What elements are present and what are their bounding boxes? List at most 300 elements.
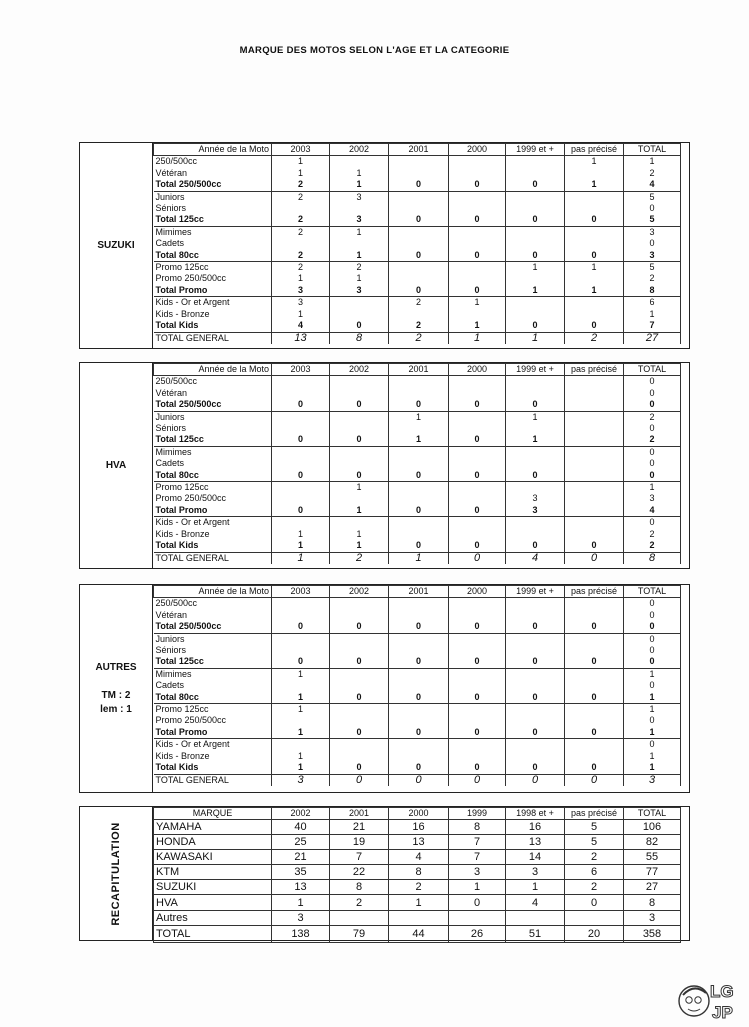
recap-cell-value: 40 [272,820,330,835]
cell-value: 0 [449,774,506,786]
recap-cell-value: 7 [330,850,389,865]
row-promo-250-500cc [154,273,681,284]
cell-value: 1 [624,482,681,494]
recap-cell-value: 82 [624,835,681,850]
cell-value [565,411,624,423]
cell-value: 0 [449,621,506,633]
cell-value [330,446,389,458]
recap-cell-value: 8 [449,820,506,835]
cell-value: 2 [624,273,681,284]
cell-value: 3 [624,493,681,504]
row-promo-125cc [154,482,681,494]
cell-value [506,680,565,691]
cell-value: 0 [389,540,449,552]
cell-value [506,598,565,610]
cell-value: 2 [272,226,330,238]
cell-value: 1 [624,156,681,168]
cell-value: 0 [565,656,624,668]
svg-text:JP: JP [712,1003,733,1022]
cell-value: 0 [389,692,449,704]
cell-value: 1 [624,692,681,704]
row-label: Total 250/500cc [154,179,272,191]
row-cadets [154,238,681,249]
row-juniors [154,411,681,423]
recap-cell-value: 19 [330,835,389,850]
row-kids-or-et-argent [154,517,681,529]
brand-line: SUZUKI [97,239,135,251]
row-total-80cc [154,470,681,482]
cell-value: 0 [449,470,506,482]
cell-value: 1 [624,727,681,739]
cell-value: 0 [624,633,681,645]
row-label: Séniors [154,645,272,656]
cell-value [565,739,624,751]
cell-value [506,273,565,284]
cell-value [449,482,506,494]
cell-value: 4 [624,179,681,191]
cell-value: 3 [506,505,565,517]
cell-value [389,680,449,691]
cell-value: 0 [506,727,565,739]
cell-value [272,598,330,610]
cell-value [449,376,506,388]
row-label: Total Kids [154,540,272,552]
recap-cell-value [449,910,506,925]
cell-value [506,739,565,751]
row-label: TOTAL GENERAL [154,332,272,344]
row-s-niors [154,645,681,656]
recap-cell-value [565,910,624,925]
cell-value: 0 [506,774,565,786]
cell-value: 3 [272,285,330,297]
row-label: Kids - Bronze [154,529,272,540]
row-label: Total Promo [154,285,272,297]
cell-value: 1 [272,156,330,168]
cell-value [330,610,389,621]
recap-total-row [154,925,681,942]
recap-cell-value: 5 [565,820,624,835]
cell-value [506,482,565,494]
cell-value: 0 [389,214,449,226]
cell-value: 0 [624,458,681,469]
header-row [154,144,681,156]
cell-value [506,751,565,762]
cell-value [330,668,389,680]
cell-value: 3 [330,191,389,203]
cell-value: 0 [506,399,565,411]
recap-cell-value: 16 [506,820,565,835]
cell-value: 0 [506,320,565,332]
row-label: Séniors [154,423,272,434]
autres-table-block [79,584,690,793]
row-label: Vétéran [154,388,272,399]
cell-value: 3 [330,285,389,297]
brand-label [80,363,153,568]
row-label: 250/500cc [154,156,272,168]
cell-value [389,446,449,458]
cell-value: 1 [272,668,330,680]
row-label: Séniors [154,203,272,214]
cell-value: 0 [624,388,681,399]
cell-value: 0 [449,434,506,446]
row-label: Kids - Or et Argent [154,739,272,751]
cell-value [565,376,624,388]
cell-value [506,446,565,458]
recap-cell-value: 7 [449,850,506,865]
cell-value [272,633,330,645]
cell-value: 0 [389,399,449,411]
cell-value [449,411,506,423]
recap-cell-value: 8 [624,895,681,910]
cell-value [506,645,565,656]
cell-value [330,704,389,716]
header-row [154,586,681,598]
row-mimimes [154,446,681,458]
row-label: Promo 125cc [154,262,272,274]
category-table [153,585,681,786]
cell-value [506,226,565,238]
cell-value: 0 [506,540,565,552]
cell-value [565,668,624,680]
cell-value [389,226,449,238]
cell-value: 8 [330,332,389,344]
cell-value [565,751,624,762]
cell-value: 0 [272,470,330,482]
cell-value [506,633,565,645]
column-header: pas précisé [565,144,624,156]
cell-value: 1 [330,168,389,179]
recap-cell-value: 2 [330,895,389,910]
cell-value: 0 [449,250,506,262]
row-label: Juniors [154,191,272,203]
cell-value: 27 [624,332,681,344]
cell-value: 1 [330,250,389,262]
recap-cell-value: 1 [506,880,565,895]
recap-cell-value: 3 [506,865,565,880]
cell-value: 0 [565,762,624,774]
row-label: Juniors [154,411,272,423]
cell-value: 3 [506,493,565,504]
cell-value: 0 [624,656,681,668]
cell-value: 2 [624,168,681,179]
recap-cell-value: 27 [624,880,681,895]
row-total-promo [154,505,681,517]
cell-value: 1 [624,668,681,680]
row-total-250-500cc [154,179,681,191]
cell-value [506,517,565,529]
cell-value: 0 [449,214,506,226]
cell-value: 2 [624,529,681,540]
cell-value: 0 [272,434,330,446]
cell-value [449,238,506,249]
recap-cell-value: 4 [389,850,449,865]
cell-value [565,633,624,645]
column-header: 2002 [330,144,389,156]
column-header: Année de la Moto [154,144,272,156]
brand-line: TM : 2 [101,689,131,701]
recap-column-header: 2001 [330,808,389,820]
row-label: TOTAL GENERAL [154,552,272,564]
column-header: Année de la Moto [154,364,272,376]
cell-value: 0 [624,610,681,621]
cell-value: 3 [624,250,681,262]
cell-value: 1 [330,540,389,552]
column-header: 1999 et + [506,364,565,376]
row-label: Mimimes [154,668,272,680]
cell-value: 2 [624,540,681,552]
row-label: 250/500cc [154,598,272,610]
recap-cell-value: 21 [330,820,389,835]
row-label: Promo 125cc [154,704,272,716]
cell-value [449,446,506,458]
brand-name: HVA [154,895,272,910]
cell-value [272,423,330,434]
total-label: TOTAL [154,925,272,942]
cell-value: 1 [272,273,330,284]
row-label: Total 80cc [154,692,272,704]
recap-row-hva [154,895,681,910]
cell-value: 0 [330,727,389,739]
cell-value: 3 [330,214,389,226]
cell-value [389,493,449,504]
cell-value [449,529,506,540]
recap-column-header: TOTAL [624,808,681,820]
row-label: Vétéran [154,168,272,179]
cell-value: 0 [330,399,389,411]
cell-value [389,168,449,179]
cell-value: 1 [565,156,624,168]
row-label: Total 80cc [154,250,272,262]
cell-value [330,598,389,610]
cell-value [506,238,565,249]
cell-value [565,191,624,203]
cell-value: 0 [449,727,506,739]
cell-value: 0 [330,320,389,332]
row-label: Kids - Bronze [154,309,272,320]
row-promo-125cc [154,262,681,274]
row-label: Kids - Bronze [154,751,272,762]
recap-cell-value: 77 [624,865,681,880]
row-label: Total Promo [154,727,272,739]
row-total-promo [154,727,681,739]
cell-value [506,668,565,680]
cell-value [272,645,330,656]
cell-value: 1 [272,692,330,704]
row-label: 250/500cc [154,376,272,388]
cell-value [272,238,330,249]
cell-value: 0 [449,399,506,411]
column-header: 2000 [449,586,506,598]
cell-value [565,505,624,517]
recap-column-header: MARQUE [154,808,272,820]
cell-value [506,156,565,168]
category-table [153,363,681,564]
recap-cell-value: 3 [449,865,506,880]
cell-value: 0 [330,470,389,482]
cell-value: 0 [449,179,506,191]
column-header: 2002 [330,364,389,376]
cell-value: 1 [506,434,565,446]
cell-value [389,715,449,726]
column-header: pas précisé [565,586,624,598]
cell-value: 0 [389,727,449,739]
cell-value: 2 [330,552,389,564]
recap-row-autres [154,910,681,925]
brand-name: SUZUKI [154,880,272,895]
recap-total-value: 79 [330,925,389,942]
cell-value: 5 [624,191,681,203]
cell-value [389,273,449,284]
cell-value [449,668,506,680]
row-label: Kids - Or et Argent [154,297,272,309]
cell-value: 0 [272,399,330,411]
cell-value: 0 [449,505,506,517]
recap-side-label [80,807,153,940]
cell-value [330,517,389,529]
cell-value [449,680,506,691]
cell-value: 13 [272,332,330,344]
cell-value [565,238,624,249]
recap-cell-value: 2 [565,880,624,895]
row-total-250-500cc [154,399,681,411]
cell-value: 0 [449,552,506,564]
recap-cell-value: 2 [565,850,624,865]
recap-cell-value [330,910,389,925]
cell-value: 0 [449,692,506,704]
cell-value: 1 [565,179,624,191]
lg-jp-logo [676,975,742,1023]
recap-cell-value: 13 [506,835,565,850]
cell-value: 2 [389,320,449,332]
cell-value: 1 [272,309,330,320]
column-header: 1999 et + [506,144,565,156]
row-mimimes [154,226,681,238]
cell-value: 0 [389,250,449,262]
row-label: Total 250/500cc [154,621,272,633]
cell-value [389,739,449,751]
cell-value [506,388,565,399]
row-promo-250-500cc [154,715,681,726]
recap-cell-value: 1 [449,880,506,895]
row-total-kids [154,320,681,332]
row-v-t-ran [154,610,681,621]
cell-value: 2 [272,250,330,262]
cell-value [389,610,449,621]
row-label: Promo 250/500cc [154,715,272,726]
cell-value [272,482,330,494]
column-header: 2003 [272,586,330,598]
cell-value [272,739,330,751]
cell-value [330,309,389,320]
column-header: Année de la Moto [154,586,272,598]
cell-value [449,645,506,656]
cell-value [565,297,624,309]
row-juniors [154,191,681,203]
cell-value: 7 [624,320,681,332]
cell-value [565,482,624,494]
recap-cell-value: 6 [565,865,624,880]
cell-value: 0 [330,656,389,668]
row-mimimes [154,668,681,680]
row-label: Total Promo [154,505,272,517]
cell-value: 6 [624,297,681,309]
recap-row-suzuki [154,880,681,895]
cell-value [565,598,624,610]
row-label: Cadets [154,680,272,691]
cell-value: 0 [624,423,681,434]
cell-value: 0 [506,692,565,704]
cell-value [565,446,624,458]
recap-total-value: 20 [565,925,624,942]
row-label: Total Kids [154,762,272,774]
recap-table [153,807,681,943]
row-v-t-ran [154,168,681,179]
cell-value: 0 [506,621,565,633]
recap-cell-value: 106 [624,820,681,835]
row-total-80cc [154,692,681,704]
cell-value [272,411,330,423]
row-250-500cc [154,598,681,610]
cell-value [389,191,449,203]
cell-value: 0 [565,727,624,739]
cell-value: 2 [272,214,330,226]
cell-value: 1 [272,751,330,762]
cell-value: 2 [624,434,681,446]
cell-value: 0 [624,621,681,633]
cell-value [449,388,506,399]
cell-value [565,529,624,540]
row-total-125cc [154,656,681,668]
recap-column-header: 2002 [272,808,330,820]
cell-value: 0 [565,692,624,704]
cell-value [449,598,506,610]
cell-value [389,376,449,388]
cell-value [565,399,624,411]
cell-value: 1 [449,320,506,332]
recap-cell-value: 25 [272,835,330,850]
row-label: Juniors [154,633,272,645]
recap-cell-value [506,910,565,925]
cell-value: 8 [624,552,681,564]
cell-value: 1 [624,704,681,716]
cell-value [565,680,624,691]
recap-total-value: 51 [506,925,565,942]
cell-value: 1 [389,552,449,564]
cell-value [506,715,565,726]
cell-value: 4 [624,505,681,517]
cell-value: 1 [449,297,506,309]
cell-value [330,633,389,645]
row-kids-or-et-argent [154,739,681,751]
row-cadets [154,458,681,469]
cell-value [449,751,506,762]
recap-cell-value: 8 [389,865,449,880]
row-label: Total 80cc [154,470,272,482]
cell-value [389,633,449,645]
row-label: Promo 250/500cc [154,273,272,284]
row-label: Promo 250/500cc [154,493,272,504]
cell-value [272,517,330,529]
cell-value [272,715,330,726]
cell-value [449,493,506,504]
row-250-500cc [154,156,681,168]
recap-total-value: 44 [389,925,449,942]
hva-table-block [79,362,690,569]
recap-label: RECAPITULATION [110,821,122,926]
column-header: 2002 [330,586,389,598]
brand-line [80,675,152,689]
cell-value [330,680,389,691]
